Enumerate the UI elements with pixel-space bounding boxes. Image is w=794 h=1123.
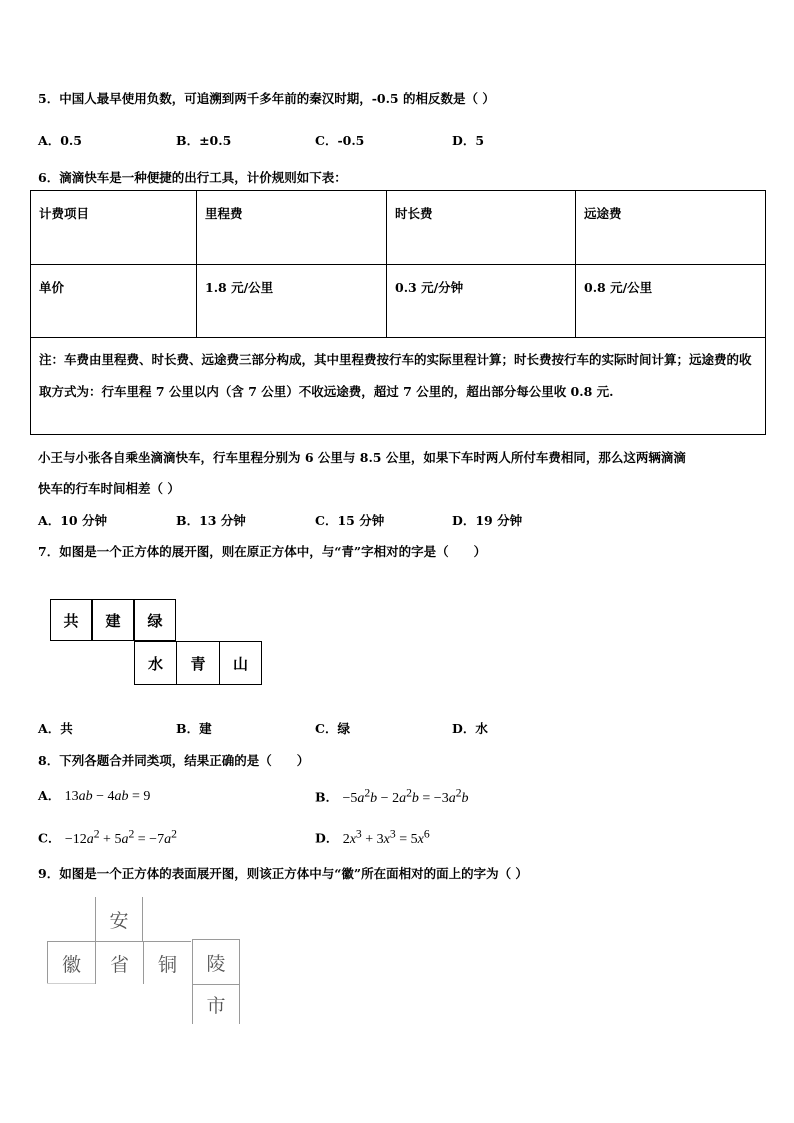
- q8-option-b: [315, 786, 469, 807]
- net-face: 市: [192, 984, 240, 1024]
- q5-option-b: B．±0.5: [176, 133, 232, 148]
- price-table-note: 注：车费由里程费、时长费、远途费三部分构成，其中里程费按行车的实际里程计算；时长费按行车的实际时间计算；远途费的收取方式为：行车里程 7 公里以内（含 7 公里）不收远途费，超过 7 公里的，超出部分每公里收 0.8 元.: [31, 338, 766, 435]
- net-face: 青: [176, 641, 220, 685]
- q5-stem: 5．中国人最早使用负数，可追溯到两千多年前的秦汉时期，-0.5 的相反数是（ ）: [38, 91, 495, 106]
- q8-option-c: [38, 827, 177, 848]
- option-label: B．: [315, 789, 339, 805]
- q8-option-d: [315, 827, 430, 848]
- net-face: 建: [92, 599, 134, 641]
- math-expression: $-5a^2b - 2a^2b = -3a^2b$: [342, 786, 469, 806]
- q8-stem: 8．下列各题合并同类项，结果正确的是（ ）: [38, 753, 310, 768]
- q7-option-a: A．共: [38, 721, 73, 736]
- price-table-header-row: [31, 191, 766, 265]
- q6-stem: 6．滴滴快车是一种便捷的出行工具，计价规则如下表：: [38, 170, 347, 185]
- price-table-cell: 0.8 元/公里: [576, 265, 766, 338]
- q7-option-d: D．水: [452, 721, 488, 736]
- price-table-note-row: [31, 338, 766, 435]
- price-table-cell: 1.8 元/公里: [197, 265, 387, 338]
- math-expression: 13ab − 4ab = 9: [64, 789, 151, 804]
- net-face: 安: [95, 897, 143, 941]
- q6-question-line1: 小王与小张各自乘坐滴滴快车，行车里程分别为 6 公里与 8.5 公里，如果下车时两人所付车费相同，那么这两辆滴滴: [38, 450, 686, 465]
- q7-option-b: B．建: [176, 721, 212, 736]
- price-table-row: [31, 265, 766, 338]
- q7-option-c: C．绿: [315, 721, 350, 736]
- q6-option-c: C．15 分钟: [315, 513, 385, 528]
- net-face: 共: [50, 599, 92, 641]
- q5-option-d: D．5: [452, 133, 485, 148]
- price-table-header-cell: 时长费: [387, 191, 576, 265]
- price-table-header-cell: 计费项目: [31, 191, 197, 265]
- math-expression: $-12a^2 + 5a^2 = -7a^2$: [64, 827, 177, 847]
- price-table-header-cell: 远途费: [576, 191, 766, 265]
- net-face: 绿: [134, 599, 176, 641]
- q6-option-d: D．19 分钟: [452, 513, 523, 528]
- q5-option-a: A．0.5: [38, 133, 82, 148]
- q8-option-a: [38, 786, 150, 805]
- net-face: 陵: [192, 939, 240, 984]
- q7-stem: 7．如图是一个正方体的展开图，则在原正方体中，与“青”字相对的字是（ ）: [38, 544, 487, 559]
- price-table-header-cell: 里程费: [197, 191, 387, 265]
- net-face: 山: [219, 641, 262, 685]
- net-face: 徽: [47, 941, 95, 984]
- q5-option-c: C．-0.5: [315, 133, 365, 148]
- q6-option-b: B．13 分钟: [176, 513, 246, 528]
- q9-stem: 9．如图是一个正方体的表面展开图，则该正方体中与“徽”所在面相对的面上的字为（ ）: [38, 866, 528, 881]
- net-face: 铜: [143, 941, 191, 984]
- price-table: [30, 190, 766, 435]
- option-label: C．: [38, 830, 61, 846]
- option-label: A．: [38, 788, 61, 803]
- net-face: 省: [95, 941, 143, 984]
- q6-question-line2: 快车的行车时间相差（ ）: [38, 481, 180, 496]
- q6-option-a: A．10 分钟: [38, 513, 107, 528]
- net-divider: [47, 983, 95, 984]
- net-face: 水: [134, 641, 177, 685]
- math-expression: $2x^3 + 3x^3 = 5x^6$: [342, 827, 430, 847]
- option-label: D．: [315, 830, 339, 846]
- price-table-cell: 0.3 元/分钟: [387, 265, 576, 338]
- price-table-cell: 单价: [31, 265, 197, 338]
